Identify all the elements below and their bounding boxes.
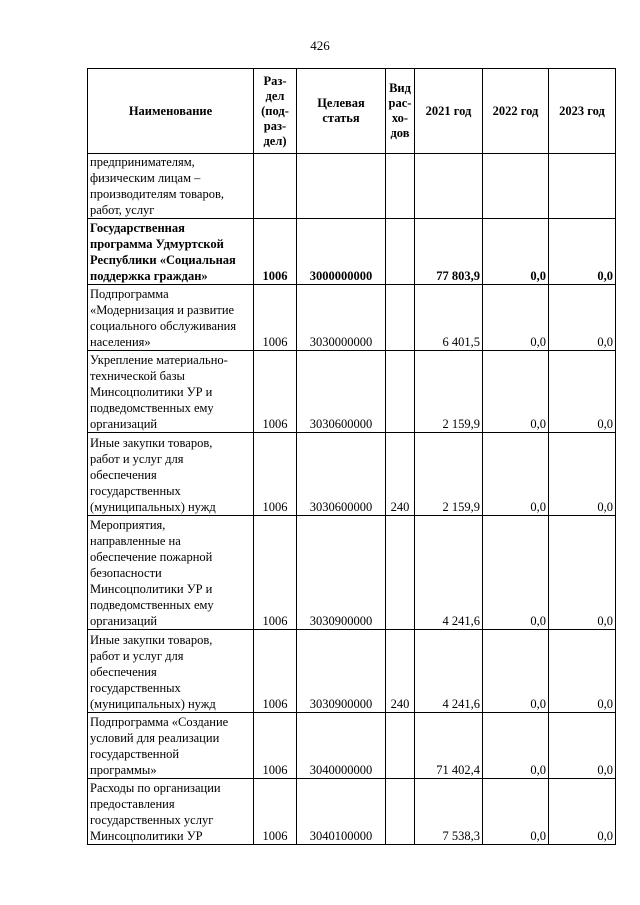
cell-target: 3030900000 bbox=[297, 516, 386, 630]
cell-name: Подпрограмма «Модернизация и развитие социального обслуживания населения» bbox=[88, 285, 254, 351]
cell-2022 bbox=[483, 154, 549, 219]
cell-2022: 0,0 bbox=[483, 516, 549, 630]
header-name: Наименование bbox=[88, 69, 254, 154]
table-row bbox=[88, 713, 616, 779]
cell-name: Иные закупки товаров, работ и услуг для обеспечения государственных (муниципальных) нужд bbox=[88, 630, 254, 713]
cell-2021: 2 159,9 bbox=[415, 351, 483, 433]
cell-2022: 0,0 bbox=[483, 285, 549, 351]
table-row bbox=[88, 630, 616, 713]
cell-expense bbox=[386, 779, 415, 845]
header-2023: 2023 год bbox=[549, 69, 616, 154]
cell-expense bbox=[386, 154, 415, 219]
table-row bbox=[88, 516, 616, 630]
table-row bbox=[88, 351, 616, 433]
cell-name: Мероприятия, направленные на обеспечение пожарной безопасности Минсоцполитики УР и подведомственных ему организаций bbox=[88, 516, 254, 630]
cell-2023: 0,0 bbox=[549, 433, 616, 516]
cell-name: Укрепление материально- технической базы Минсоцполитики УР и подведомственных ему организаций bbox=[88, 351, 254, 433]
table-row bbox=[88, 219, 616, 285]
header-expense: Вид рас- хо- дов bbox=[386, 69, 415, 154]
cell-section: 1006 bbox=[254, 713, 297, 779]
cell-expense bbox=[386, 351, 415, 433]
cell-expense: 240 bbox=[386, 630, 415, 713]
cell-name: Государственная программа Удмуртской Республики «Социальная поддержка граждан» bbox=[88, 219, 254, 285]
cell-2021: 6 401,5 bbox=[415, 285, 483, 351]
page-number: 426 bbox=[310, 38, 330, 53]
cell-2021: 71 402,4 bbox=[415, 713, 483, 779]
cell-section: 1006 bbox=[254, 516, 297, 630]
cell-target: 3030600000 bbox=[297, 433, 386, 516]
cell-2022: 0,0 bbox=[483, 630, 549, 713]
cell-2023: 0,0 bbox=[549, 630, 616, 713]
cell-2022: 0,0 bbox=[483, 219, 549, 285]
cell-2023 bbox=[549, 154, 616, 219]
cell-target: 3040000000 bbox=[297, 713, 386, 779]
cell-target: 3040100000 bbox=[297, 779, 386, 845]
cell-target: 3030600000 bbox=[297, 351, 386, 433]
cell-expense bbox=[386, 285, 415, 351]
cell-section: 1006 bbox=[254, 219, 297, 285]
cell-name: предпринимателям, физическим лицам – производителям товаров, работ, услуг bbox=[88, 154, 254, 219]
cell-2023: 0,0 bbox=[549, 351, 616, 433]
cell-2022: 0,0 bbox=[483, 779, 549, 845]
cell-section: 1006 bbox=[254, 285, 297, 351]
budget-table bbox=[87, 68, 616, 845]
header-row bbox=[88, 69, 616, 154]
cell-expense bbox=[386, 219, 415, 285]
cell-section: 1006 bbox=[254, 433, 297, 516]
cell-section bbox=[254, 154, 297, 219]
cell-target: 3030000000 bbox=[297, 285, 386, 351]
table-row bbox=[88, 779, 616, 845]
cell-2021: 2 159,9 bbox=[415, 433, 483, 516]
cell-2023: 0,0 bbox=[549, 516, 616, 630]
cell-2021: 7 538,3 bbox=[415, 779, 483, 845]
cell-name: Иные закупки товаров, работ и услуг для обеспечения государственных (муниципальных) нужд bbox=[88, 433, 254, 516]
header-2021: 2021 год bbox=[415, 69, 483, 154]
cell-2021: 4 241,6 bbox=[415, 630, 483, 713]
cell-2023: 0,0 bbox=[549, 779, 616, 845]
cell-section: 1006 bbox=[254, 351, 297, 433]
cell-2021 bbox=[415, 154, 483, 219]
table-row bbox=[88, 433, 616, 516]
header-2022: 2022 год bbox=[483, 69, 549, 154]
cell-expense bbox=[386, 516, 415, 630]
cell-2021: 77 803,9 bbox=[415, 219, 483, 285]
cell-section: 1006 bbox=[254, 779, 297, 845]
cell-expense bbox=[386, 713, 415, 779]
cell-2022: 0,0 bbox=[483, 713, 549, 779]
cell-2021: 4 241,6 bbox=[415, 516, 483, 630]
cell-expense: 240 bbox=[386, 433, 415, 516]
cell-name: Расходы по организации предоставления государственных услуг Минсоцполитики УР bbox=[88, 779, 254, 845]
cell-2023: 0,0 bbox=[549, 713, 616, 779]
table-row bbox=[88, 285, 616, 351]
cell-section: 1006 bbox=[254, 630, 297, 713]
cell-2023: 0,0 bbox=[549, 285, 616, 351]
cell-target bbox=[297, 154, 386, 219]
table-row bbox=[88, 154, 616, 219]
header-section: Раз- дел (под- раз- дел) bbox=[254, 69, 297, 154]
cell-2022: 0,0 bbox=[483, 433, 549, 516]
cell-2022: 0,0 bbox=[483, 351, 549, 433]
header-target: Целевая статья bbox=[297, 69, 386, 154]
cell-2023: 0,0 bbox=[549, 219, 616, 285]
cell-target: 3030900000 bbox=[297, 630, 386, 713]
cell-target: 3000000000 bbox=[297, 219, 386, 285]
cell-name: Подпрограмма «Создание условий для реализации государственной программы» bbox=[88, 713, 254, 779]
